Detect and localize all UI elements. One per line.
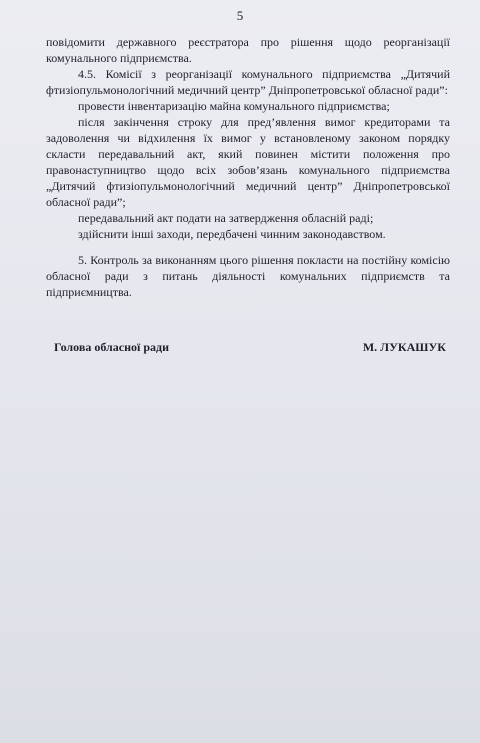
signature-name: М. ЛУКАШУК: [362, 340, 446, 354]
paragraph-gap: [46, 242, 450, 252]
paragraph-notify-registrar: повідомити державного реєстратора про рішення щодо реорганізації комунального підприємства.: [46, 35, 450, 65]
signature-title: Голова обласної ради: [54, 340, 170, 354]
paragraph-transfer-act: після закінчення строку для пред’явлення вимог кредиторами та задоволення чи відхилення їх вимог у встановленому законом порядку скласти передавальний акт, який повинен містити положення про правонаступництво щодо всіх зобов’язань комунального підприємства „Дитячий фтизіопульмонологічний медичний центр” Дніпропетровської обласної ради”;: [46, 115, 450, 209]
paragraph-submit-act: передавальний акт подати на затвердження обласній раді;: [78, 211, 374, 225]
paragraph-inventory: провести інвентаризацію майна комунального підприємства;: [78, 99, 390, 113]
signature-block: [54, 340, 446, 355]
paragraph-commission: 4.5. Комісії з реорганізації комунального підприємства „Дитячий фтизіопульмонологічний медичний центр” Дніпропетровської обласної ради”:: [46, 67, 450, 97]
page-number: 5: [236, 8, 244, 23]
paragraph-control: 5. Контроль за виконанням цього рішення покласти на постійну комісію обласної ради з питань діяльності комунальних підприємств та підприємництва.: [46, 253, 450, 299]
document-body: [46, 34, 450, 300]
paragraph-other-measures: здійснити інші заходи, передбачені чинним законодавством.: [78, 227, 386, 241]
